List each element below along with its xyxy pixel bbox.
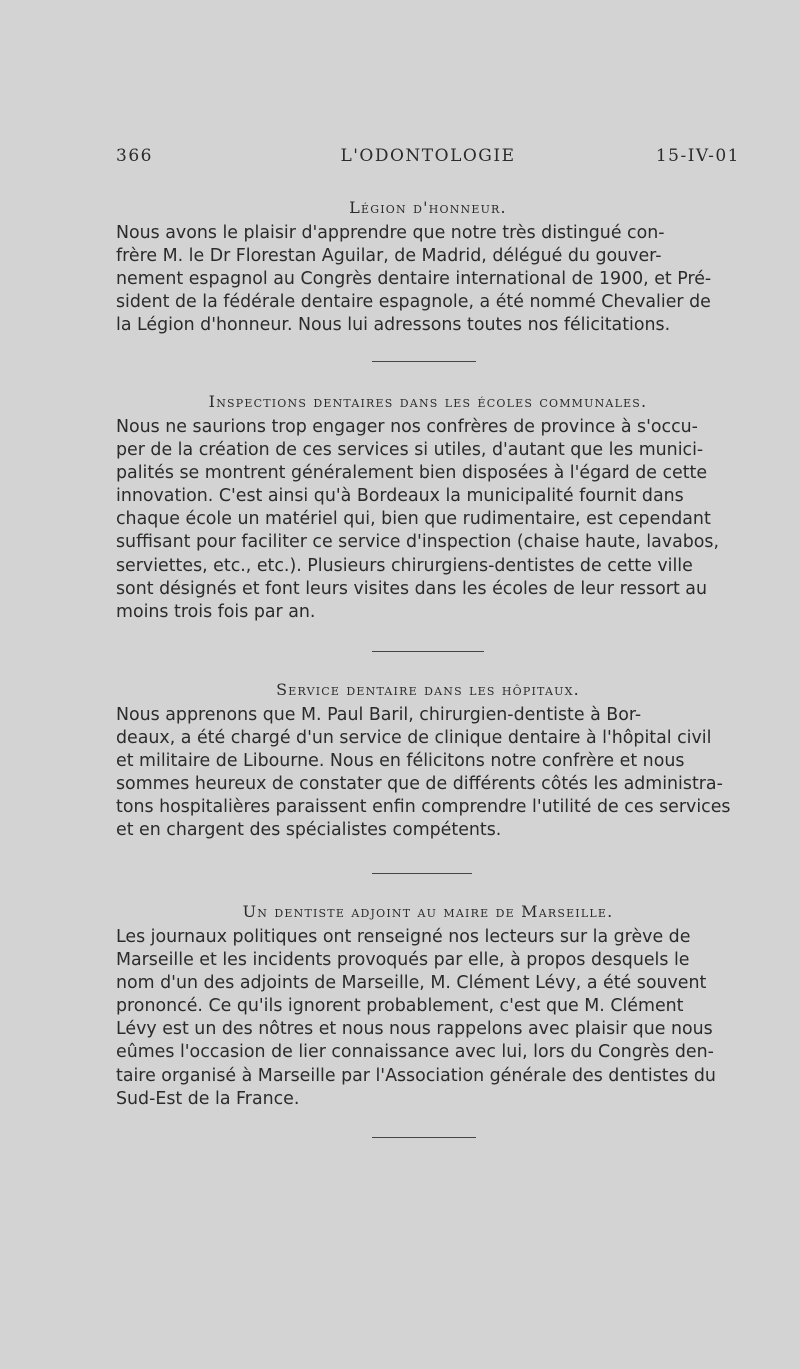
section-inspections-dentaires [116,388,740,624]
section-divider [372,651,484,652]
issue-date: 15-IV-01 [655,146,740,166]
section-body: Les journaux politiques ont renseigné nos lecteurs sur la grève de Marseille et les incidents provoqués par elle, à propos desquels le nom d'un des adjoints de Marseille, M. Clément Lévy, a été souvent prononcé. Ce qu'ils ignorent probablement, c'est que M. Clément Lévy est un des nôtres et nous nous rappelons avec plaisir que nous eûmes l'occasion de lier connaissance avec lui, lors du Congrès den- taire organisé à Marseille par l'Association générale des dentistes du Sud-Est de la France. [116,927,716,1109]
section-body: Nous ne saurions trop engager nos confrères de province à s'occu- per de la création de ces services si utiles, d'autant que les munici- palités se montrent généralement bien disposées à l'égard de cette innovation. C'est ainsi qu'à Bordeaux la municipalité fournit dans chaque école un matériel qui, bien que rudimentaire, est cependant suffisant pour faciliter ce service d'inspection (chaise haute, lavabos, serviettes, etc., etc.). Plusieurs chirurgiens-dentistes de cette ville sont désignés et font leurs visites dans les écoles de leur ressort au moins trois fois par an. [116,417,719,622]
page-number: 366 [116,146,153,166]
section-body: Nous apprenons que M. Paul Baril, chirurgien-dentiste à Bor- deaux, a été chargé d'un service de clinique dentaire à l'hôpital civil et militaire de Libourne. Nous en félicitons notre confrère et nous sommes heureux de constater que de différents côtés les administra- tons hospitalières paraissent enfin comprendre l'utilité de ces services et en chargent des spécialistes compétents. [116,705,731,841]
section-legion-honneur [116,194,740,337]
section-divider [372,361,476,362]
section-service-hopitaux [116,676,740,843]
section-heading: Légion d'honneur. [349,198,507,217]
section-body: Nous avons le plaisir d'apprendre que notre très distingué con- frère M. le Dr Florestan Aguilar, de Madrid, délégué du gouver- nement espagnol au Congrès dentaire international de 1900, et Pré- sident de la fédérale dentaire espagnole, a été nommé Chevalier de la Légion d'honneur. Nous lui adressons toutes nos félicitations. [116,223,712,336]
section-divider [372,873,472,874]
section-divider [372,1137,476,1138]
section-heading: Un dentiste adjoint au maire de Marseille. [242,902,614,921]
running-header [116,146,740,172]
section-dentiste-adjoint [116,898,740,1111]
journal-title: L'ODONTOLOGIE [340,146,516,166]
section-heading: Service dentaire dans les hôpitaux. [276,680,580,699]
section-heading: Inspections dentaires dans les écoles communales. [208,392,648,411]
